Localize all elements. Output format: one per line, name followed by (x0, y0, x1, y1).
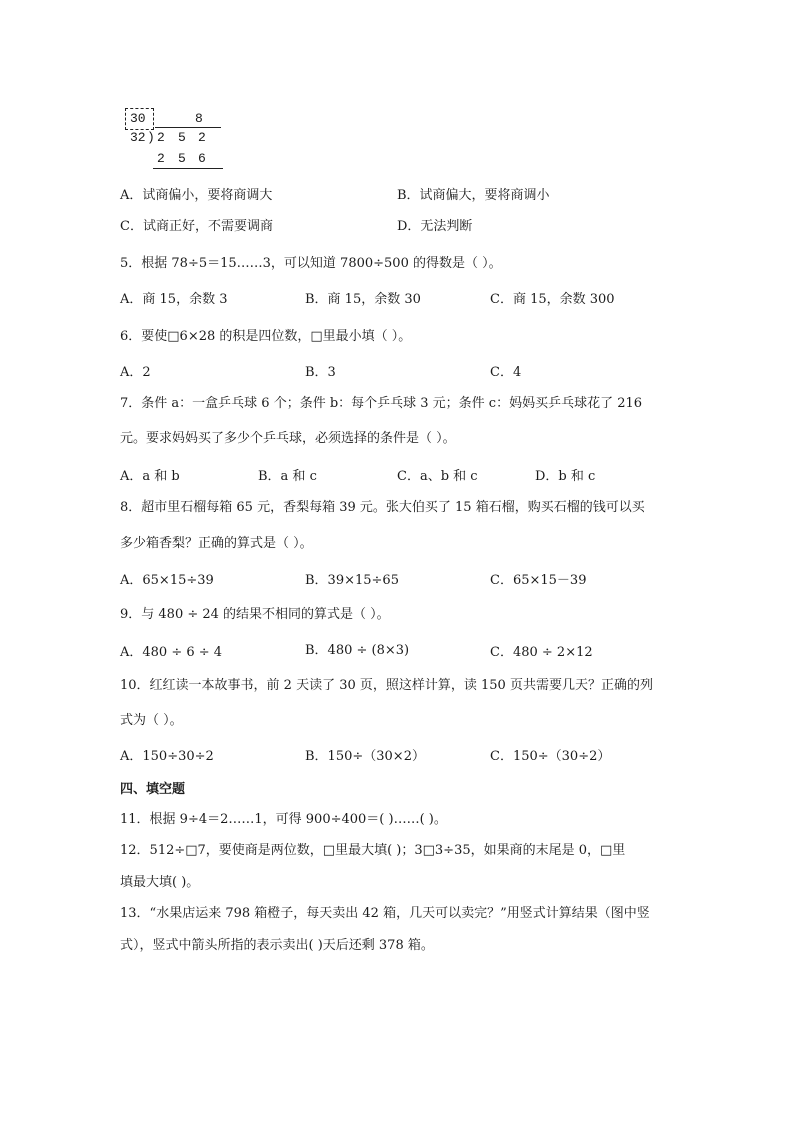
division-bar (155, 127, 221, 128)
q5-option-a[interactable]: A．商 15，余数 3 (120, 292, 228, 307)
q8-option-a[interactable]: A．65×15÷39 (120, 573, 214, 588)
divisor: 32 (130, 130, 146, 145)
q9-option-c[interactable]: C．480 ÷ 2×12 (490, 645, 593, 660)
q7-option-c[interactable]: C．a、b 和 c (397, 469, 478, 484)
q8-stem-line1: 8．超市里石榴每箱 65 元，香梨每箱 39 元。张大伯买了 15 箱石榴，购买石榴的钱可以买 (120, 500, 645, 515)
q13-stem-line2: 式），竖式中箭头所指的表示卖出( )天后还剩 378 箱。 (120, 938, 434, 953)
q11-stem: 11．根据 9÷4＝2……1，可得 900÷400＝( )……( )。 (120, 812, 447, 827)
q5-option-c[interactable]: C．商 15，余数 300 (490, 292, 615, 307)
q6-option-b[interactable]: B．3 (305, 365, 336, 380)
q7-stem-line2: 元。要求妈妈买了多少个乒乓球，必须选择的条件是（ ）。 (120, 431, 456, 446)
q10-option-c[interactable]: C．150÷（30÷2） (490, 749, 611, 764)
q10-option-a[interactable]: A．150÷30÷2 (120, 749, 214, 764)
q13-stem-line1: 13．“水果店运来 798 箱橙子，每天卖出 42 箱，几天可以卖完？”用竖式计算结果（图中竖 (120, 906, 650, 921)
q9-option-a[interactable]: A．480 ÷ 6 ÷ 4 (120, 645, 223, 660)
quotient-digit: 8 (195, 111, 203, 126)
q10-stem-line1: 10．红红读一本故事书，前 2 天读了 30 页，照这样计算，读 150 页共需要几天？正确的列 (120, 678, 653, 693)
q7-stem-line1: 7．条件 a：一盒乒乓球 6 个；条件 b：每个乒乓球 3 元；条件 c：妈妈买乒乓球花了 216 (120, 396, 643, 411)
q4-option-d[interactable]: D．无法判断 (397, 219, 473, 234)
q9-option-b[interactable]: B．480 ÷ (8×3) (305, 643, 410, 658)
boxed-estimate: 30 (130, 111, 146, 126)
dividend-digit: 2 (198, 130, 206, 145)
q6-option-c[interactable]: C．4 (490, 365, 522, 380)
q8-option-b[interactable]: B．39×15÷65 (305, 573, 399, 588)
q9-stem: 9．与 480 ÷ 24 的结果不相同的算式是（ ）。 (120, 607, 390, 622)
q10-option-b[interactable]: B．150÷（30×2） (305, 749, 425, 764)
q4-option-b[interactable]: B．试商偏大，要将商调小 (397, 188, 550, 203)
q7-option-b[interactable]: B．a 和 c (258, 469, 317, 484)
product-digit: 6 (198, 151, 206, 166)
q8-stem-line2: 多少箱香梨？正确的算式是（ ）。 (120, 536, 313, 551)
section-heading: 四、填空题 (120, 782, 186, 797)
q7-option-d[interactable]: D．b 和 c (535, 469, 596, 484)
q5-option-b[interactable]: B．商 15，余数 30 (305, 292, 421, 307)
q12-stem-line2: 填最大填( )。 (120, 875, 200, 890)
q8-option-c[interactable]: C．65×15－39 (490, 573, 587, 588)
q4-option-a[interactable]: A．试商偏小，要将商调大 (120, 188, 273, 203)
q12-stem-line1: 12．512÷□7，要使商是两位数，□里最大填( )；3□3÷35，如果商的末尾是 0，□里 (120, 843, 626, 858)
dividend-digit: 5 (178, 130, 186, 145)
q5-stem: 5．根据 78÷5＝15……3，可以知道 7800÷500 的得数是（ ）。 (120, 256, 502, 271)
dividend-digit: 2 (157, 130, 165, 145)
product-underline (153, 168, 223, 169)
q4-option-c[interactable]: C．试商正好，不需要调商 (120, 219, 273, 234)
q7-option-a[interactable]: A．a 和 b (120, 469, 180, 484)
product-digit: 2 (157, 151, 165, 166)
division-bracket: ) (147, 130, 155, 145)
q10-stem-line2: 式为（ ）。 (120, 713, 183, 728)
product-digit: 5 (178, 151, 186, 166)
q6-option-a[interactable]: A．2 (120, 365, 151, 380)
q6-stem: 6．要使□6×28 的积是四位数，□里最小填（ ）。 (120, 329, 412, 344)
